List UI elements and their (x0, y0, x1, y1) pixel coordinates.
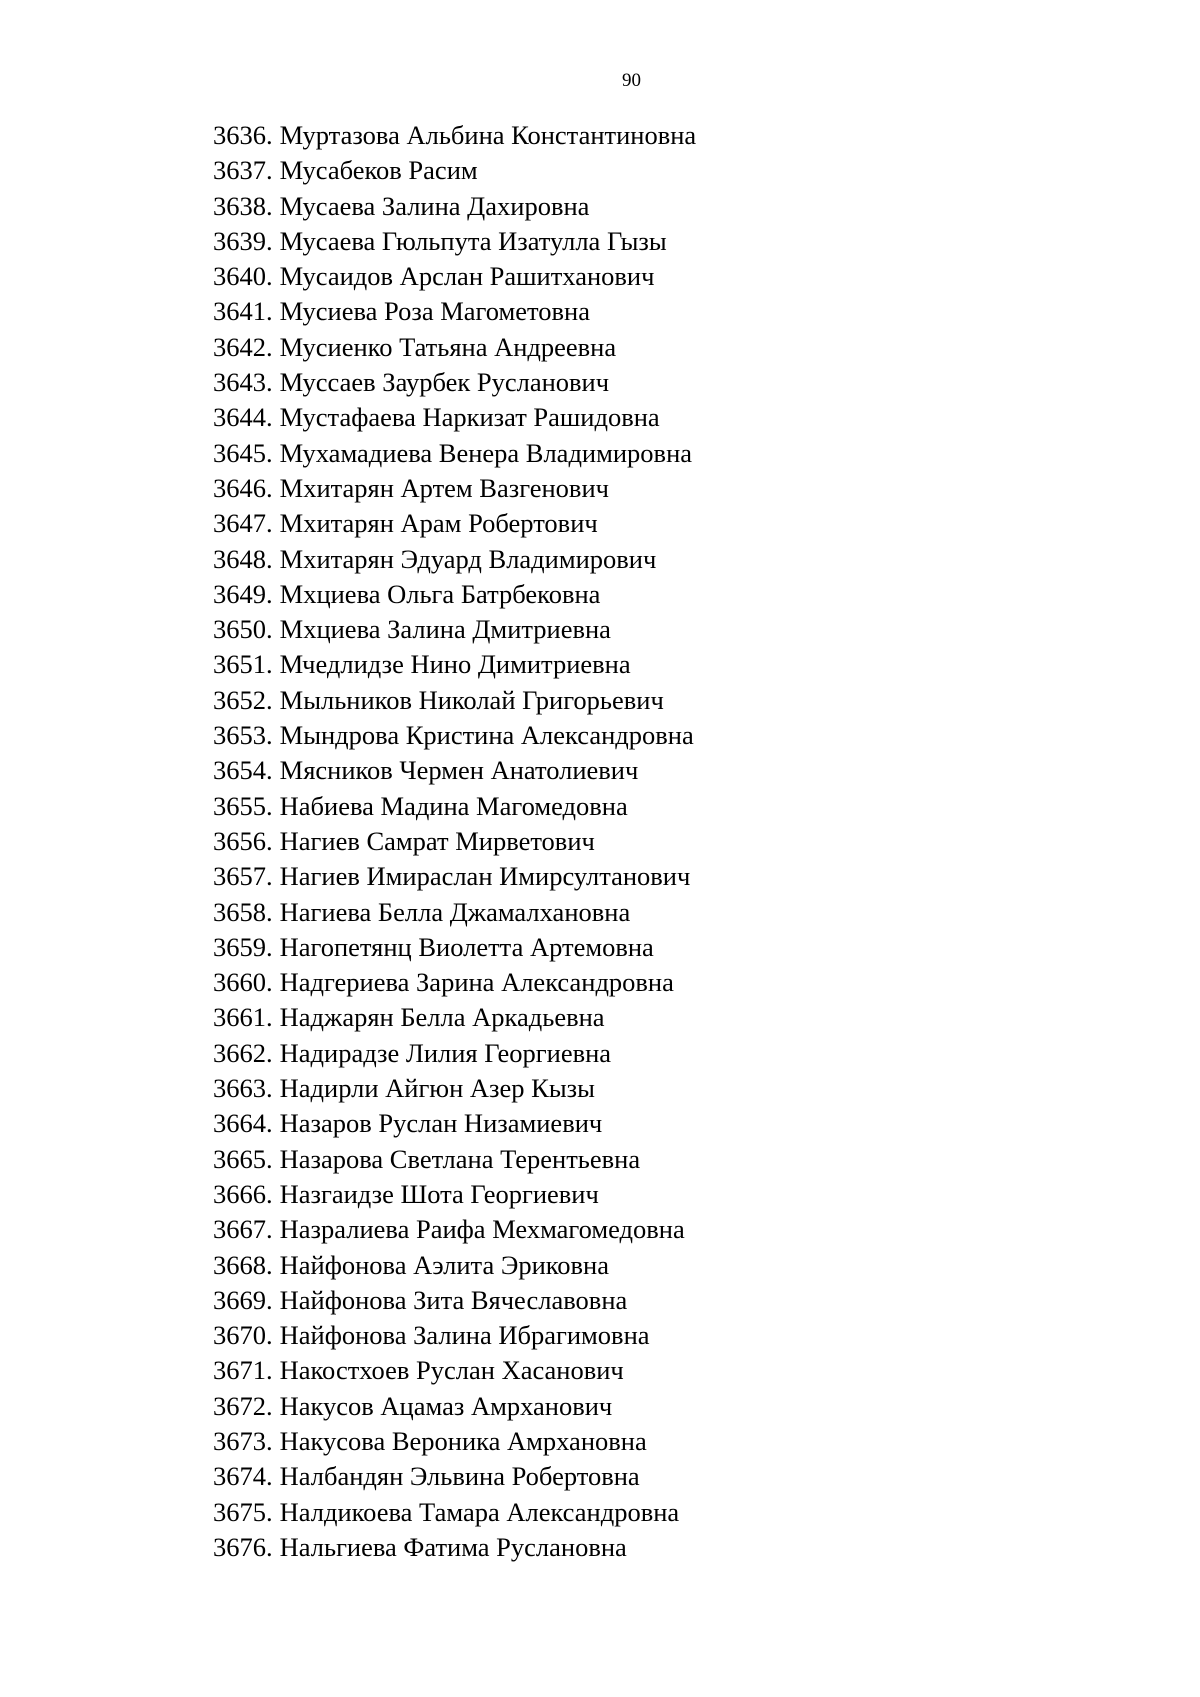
entry-name: Назаров Руслан Низамиевич (279, 1108, 603, 1139)
entry-name: Мусиенко Татьяна Андреевна (279, 331, 617, 362)
entry-name: Накусов Ацамаз Амрханович (279, 1390, 613, 1421)
entry-name: Надирадзе Лилия Георгиевна (279, 1037, 612, 1068)
list-item (213, 1459, 696, 1494)
list-item (213, 471, 696, 506)
entry-number: 3654. (213, 755, 273, 786)
entry-name: Мыльников Николай Григорьевич (279, 684, 664, 715)
list-item (213, 753, 696, 788)
entry-name: Мусаева Гюльпута Изатулла Гызы (279, 225, 667, 256)
entry-number: 3650. (213, 614, 273, 645)
entry-name: Муссаев Заурбек Русланович (279, 367, 610, 398)
entry-name: Мясников Чермен Анатолиевич (279, 755, 639, 786)
entry-name: Мындрова Кристина Александровна (279, 720, 694, 751)
entry-number: 3657. (213, 861, 273, 892)
entry-name: Мхитарян Эдуард Владимирович (279, 543, 657, 574)
entry-name: Назгаидзе Шота Георгиевич (279, 1178, 599, 1209)
entry-number: 3660. (213, 967, 273, 998)
entry-name: Мхитарян Арам Робертович (279, 508, 598, 539)
list-item (213, 1283, 696, 1318)
list-item (213, 506, 696, 541)
list-item (213, 1106, 696, 1141)
entry-number: 3644. (213, 402, 273, 433)
list-item (213, 1142, 696, 1177)
entry-number: 3636. (213, 120, 273, 150)
entry-name: Нагиев Имираслан Имирсултанович (279, 861, 691, 892)
entry-number: 3653. (213, 720, 273, 751)
entry-name: Мхциева Ольга Батрбековна (279, 578, 601, 609)
list-item (213, 683, 696, 718)
entry-name: Назарова Светлана Терентьевна (279, 1143, 641, 1174)
entry-number: 3662. (213, 1037, 273, 1068)
entry-name: Налдикоева Тамара Александровна (279, 1496, 680, 1527)
entry-name: Нагиева Белла Джамалхановна (279, 896, 631, 927)
entry-number: 3664. (213, 1108, 273, 1139)
entry-number: 3666. (213, 1178, 273, 1209)
list-item (213, 1353, 696, 1388)
list-item (213, 542, 696, 577)
entry-name: Нальгиева Фатима Руслановна (279, 1531, 627, 1562)
list-item (213, 824, 696, 859)
list-item (213, 789, 696, 824)
list-item (213, 436, 696, 471)
entry-number: 3670. (213, 1320, 273, 1351)
entry-number: 3661. (213, 1002, 273, 1033)
entry-name: Найфонова Аэлита Эриковна (279, 1249, 609, 1280)
entry-name: Наджарян Белла Аркадьевна (279, 1002, 605, 1033)
entry-number: 3643. (213, 367, 273, 398)
entry-number: 3659. (213, 931, 273, 962)
page-number: 90 (622, 70, 641, 91)
entry-name: Мустафаева Наркизат Рашидовна (279, 402, 660, 433)
entry-name: Назралиева Раифа Мехмагомедовна (279, 1214, 685, 1245)
entry-name: Мусаидов Арслан Рашитханович (279, 261, 655, 292)
entry-number: 3647. (213, 508, 273, 539)
entry-number: 3663. (213, 1073, 273, 1104)
entry-number: 3641. (213, 296, 273, 327)
list-item (213, 400, 696, 435)
list-item (213, 1530, 696, 1565)
entry-name: Мусиева Роза Магометовна (279, 296, 590, 327)
list-item (213, 895, 696, 930)
entry-number: 3665. (213, 1143, 273, 1174)
list-item (213, 1000, 696, 1035)
entry-number: 3674. (213, 1461, 273, 1492)
entry-number: 3646. (213, 472, 273, 503)
list-item (213, 718, 696, 753)
list-item (213, 1248, 696, 1283)
entry-number: 3638. (213, 190, 273, 221)
entry-number: 3649. (213, 578, 273, 609)
entry-number: 3640. (213, 261, 273, 292)
entry-number: 3669. (213, 1284, 273, 1315)
entry-name: Мусаева Залина Дахировна (279, 190, 590, 221)
entry-name: Найфонова Залина Ибрагимовна (279, 1320, 650, 1351)
entry-name: Найфонова Зита Вячеславовна (279, 1284, 628, 1315)
list-item (213, 189, 696, 224)
entry-number: 3675. (213, 1496, 273, 1527)
entry-number: 3656. (213, 825, 273, 856)
entry-number: 3651. (213, 649, 273, 680)
list-item (213, 118, 696, 153)
list-item (213, 1424, 696, 1459)
list-item (213, 859, 696, 894)
entry-name: Надирли Айгюн Азер Кызы (279, 1073, 595, 1104)
list-item (213, 965, 696, 1000)
entry-number: 3648. (213, 543, 273, 574)
list-item (213, 612, 696, 647)
entry-name: Мхциева Залина Дмитриевна (279, 614, 611, 645)
list-item (213, 1212, 696, 1247)
entry-name: Накостхоев Руслан Хасанович (279, 1355, 624, 1386)
list-item (213, 1071, 696, 1106)
list-item (213, 1177, 696, 1212)
entry-number: 3676. (213, 1531, 273, 1562)
list-item (213, 930, 696, 965)
list-item (213, 153, 696, 188)
entry-number: 3655. (213, 790, 273, 821)
list-item (213, 577, 696, 612)
entry-name: Надгериева Зарина Александровна (279, 967, 674, 998)
entry-name: Набиева Мадина Магомедовна (279, 790, 628, 821)
entry-number: 3668. (213, 1249, 273, 1280)
entry-name: Мхитарян Артем Вазгенович (279, 472, 609, 503)
list-item (213, 1495, 696, 1530)
entry-number: 3658. (213, 896, 273, 927)
entry-name: Накусова Вероника Амрхановна (279, 1425, 647, 1456)
entry-number: 3652. (213, 684, 273, 715)
entry-number: 3639. (213, 225, 273, 256)
entry-number: 3642. (213, 331, 273, 362)
entry-name: Мчедлидзе Нино Димитриевна (279, 649, 631, 680)
entry-number: 3637. (213, 155, 273, 186)
entry-number: 3671. (213, 1355, 273, 1386)
entry-name: Налбандян Эльвина Робертовна (279, 1461, 640, 1492)
list-item (213, 330, 696, 365)
list-item (213, 647, 696, 682)
list-item (213, 365, 696, 400)
entry-number: 3667. (213, 1214, 273, 1245)
entry-number: 3672. (213, 1390, 273, 1421)
entry-name: Нагиев Самрат Мирветович (279, 825, 595, 856)
entry-name: Мухамадиева Венера Владимировна (279, 437, 693, 468)
entry-name: Муртазова Альбина Константиновна (279, 120, 697, 150)
entry-name: Нагопетянц Виолетта Артемовна (279, 931, 654, 962)
list-item (213, 1036, 696, 1071)
name-list (213, 118, 696, 1565)
list-item (213, 224, 696, 259)
entry-number: 3645. (213, 437, 273, 468)
list-item (213, 259, 696, 294)
list-item (213, 1318, 696, 1353)
list-item (213, 294, 696, 329)
list-item (213, 1389, 696, 1424)
entry-name: Мусабеков Расим (279, 155, 478, 186)
entry-number: 3673. (213, 1425, 273, 1456)
